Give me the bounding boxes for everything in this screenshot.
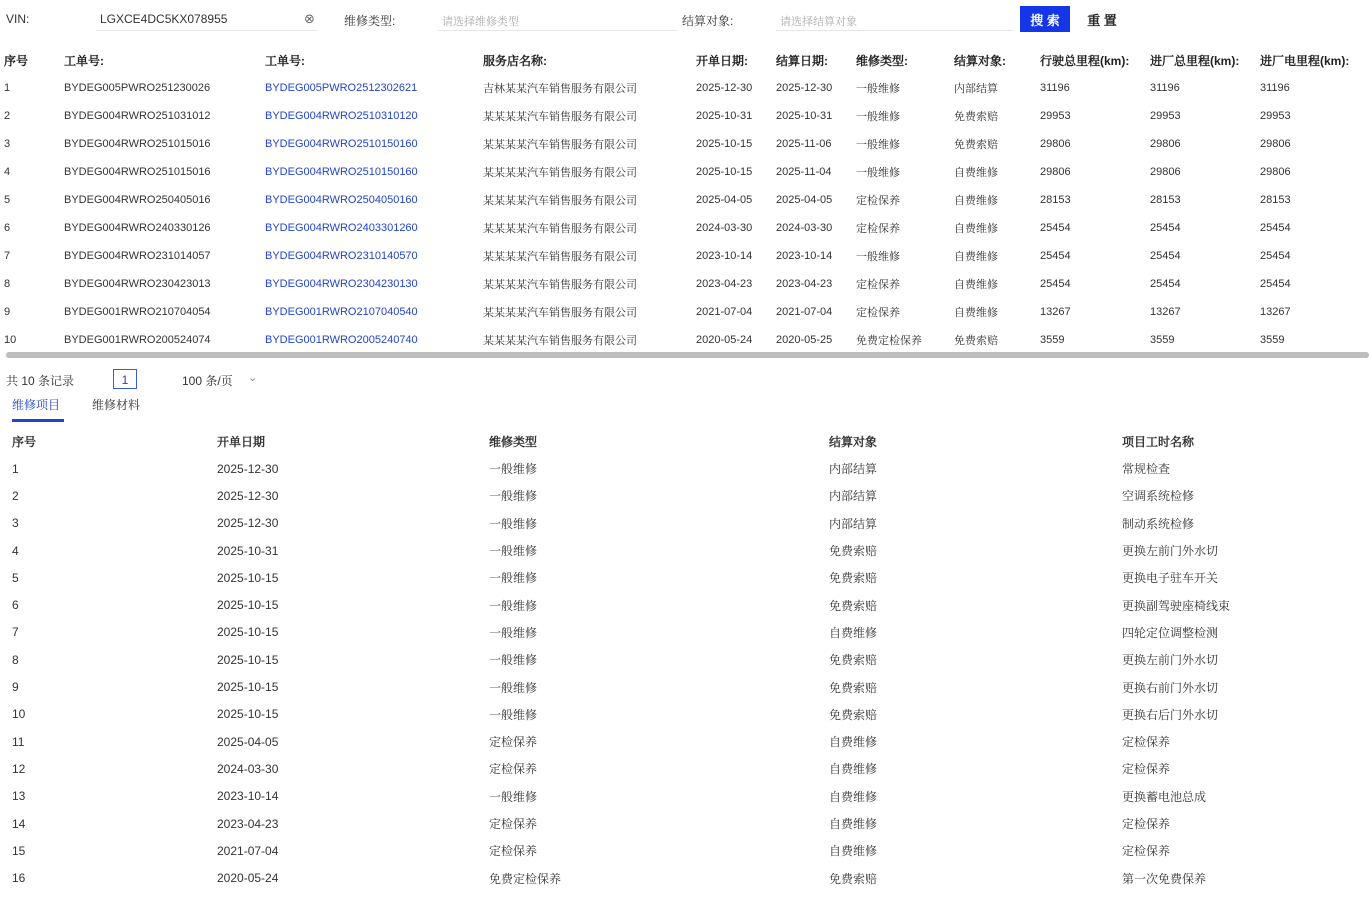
table-cell: BYDEG004RWRO240330126 bbox=[64, 222, 211, 234]
table-cell: 免费索赔 bbox=[829, 598, 878, 613]
table-cell: 6 bbox=[12, 598, 19, 613]
vin-input[interactable]: LGXCE4DC5KX078955 bbox=[100, 12, 228, 26]
table-cell: 更换电子驻车开关 bbox=[1122, 571, 1219, 586]
table-cell: 10 bbox=[4, 334, 17, 346]
table-cell: 25454 bbox=[1260, 222, 1291, 234]
table-cell: 一般维修 bbox=[489, 625, 538, 640]
table-cell: 2025-10-15 bbox=[217, 707, 279, 722]
table-cell: 常规检查 bbox=[1122, 462, 1171, 477]
table-cell: 10 bbox=[12, 707, 26, 722]
table-cell: 31196 bbox=[1260, 82, 1290, 94]
table-cell: 某某某某汽车销售服务有限公司 bbox=[483, 223, 637, 235]
main-header-7: 结算对象: bbox=[954, 53, 1006, 68]
table-cell: BYDEG001RWRO210704054 bbox=[64, 306, 211, 318]
table-cell: 2025-12-30 bbox=[217, 461, 279, 476]
table-cell: 某某某某汽车销售服务有限公司 bbox=[483, 111, 637, 123]
table-cell: 2025-10-15 bbox=[217, 652, 279, 667]
table-cell: 定检保养 bbox=[489, 817, 538, 831]
table-cell: 2025-11-06 bbox=[776, 138, 832, 150]
table-row[interactable] bbox=[12, 728, 1369, 755]
table-row[interactable] bbox=[12, 755, 1369, 782]
table-cell: 9 bbox=[12, 680, 19, 695]
horizontal-scrollbar[interactable] bbox=[6, 352, 1369, 358]
table-row[interactable] bbox=[4, 130, 1369, 158]
work-order-link[interactable]: BYDEG004RWRO2304230130 bbox=[265, 278, 418, 290]
table-row[interactable] bbox=[4, 242, 1369, 270]
table-cell: 2 bbox=[12, 488, 19, 503]
table-cell: 一般维修 bbox=[856, 251, 900, 263]
table-cell: BYDEG004RWRO230423013 bbox=[64, 278, 211, 290]
table-cell: 2020-05-24 bbox=[217, 871, 279, 886]
work-order-link[interactable]: BYDEG005PWRO2512302621 bbox=[265, 82, 418, 94]
table-cell: 免费索赔 bbox=[954, 111, 998, 123]
table-cell: 29806 bbox=[1040, 138, 1071, 150]
tab-repair-materials[interactable]: 维修材料 bbox=[92, 398, 141, 412]
table-cell: 29953 bbox=[1150, 110, 1181, 122]
table-cell: 2025-12-30 bbox=[217, 516, 279, 531]
table-cell: 8 bbox=[4, 278, 11, 290]
table-row[interactable] bbox=[4, 158, 1369, 186]
table-cell: 15 bbox=[12, 843, 26, 858]
table-cell: 免费索赔 bbox=[829, 707, 878, 722]
table-cell: 免费索赔 bbox=[829, 571, 878, 586]
table-cell: 定检保养 bbox=[1122, 844, 1171, 859]
table-cell: 内部结算 bbox=[829, 489, 878, 504]
table-cell: BYDEG004RWRO251031012 bbox=[64, 110, 211, 122]
work-order-link[interactable]: BYDEG004RWRO2403301260 bbox=[265, 222, 418, 234]
table-cell: 2025-10-31 bbox=[776, 110, 833, 122]
main-header-10: 进厂电里程(km): bbox=[1260, 53, 1350, 68]
table-cell: 2025-12-30 bbox=[696, 82, 753, 94]
table-cell: 2021-07-04 bbox=[696, 306, 753, 318]
table-cell: 2024-03-30 bbox=[696, 222, 753, 234]
table-row[interactable] bbox=[12, 510, 1369, 537]
table-cell: 11 bbox=[12, 734, 25, 749]
table-cell: 更换右后门外水切 bbox=[1122, 707, 1219, 722]
work-order-link[interactable]: BYDEG004RWRO2504050160 bbox=[265, 194, 418, 206]
table-cell: 内部结算 bbox=[829, 516, 878, 531]
table-cell: BYDEG005PWRO251230026 bbox=[64, 82, 211, 94]
table-cell: 14 bbox=[12, 816, 26, 831]
table-cell: 2023-10-14 bbox=[217, 789, 279, 804]
table-cell: 25454 bbox=[1260, 250, 1291, 262]
table-cell: 免费定检保养 bbox=[489, 871, 562, 886]
table-cell: 2025-10-15 bbox=[217, 680, 279, 695]
table-cell: 更换左前门外水切 bbox=[1122, 544, 1219, 559]
table-cell: 免费索赔 bbox=[829, 653, 878, 668]
table-cell: 一般维修 bbox=[856, 167, 900, 179]
repair-items-table bbox=[12, 428, 1369, 892]
chevron-down-icon[interactable]: ⌄ bbox=[248, 372, 258, 384]
table-cell: 一般维修 bbox=[489, 489, 538, 504]
table-row[interactable] bbox=[4, 270, 1369, 298]
table-cell: 5 bbox=[12, 570, 19, 585]
table-cell: BYDEG004RWRO251015016 bbox=[64, 166, 211, 178]
table-cell: 免费索赔 bbox=[829, 680, 878, 695]
table-cell: 2023-04-23 bbox=[776, 278, 833, 290]
table-cell: 自费维修 bbox=[954, 195, 998, 207]
table-cell: 7 bbox=[4, 250, 11, 262]
table-cell: 免费定检保养 bbox=[856, 335, 922, 347]
table-cell: 3 bbox=[4, 138, 11, 150]
main-header-6: 维修类型: bbox=[856, 53, 908, 68]
table-row[interactable] bbox=[12, 537, 1369, 564]
table-cell: 29806 bbox=[1150, 138, 1181, 150]
table-cell: 自费维修 bbox=[954, 251, 998, 263]
table-cell: 2025-10-15 bbox=[696, 138, 753, 150]
table-row[interactable] bbox=[4, 214, 1369, 242]
table-cell: 2025-04-05 bbox=[217, 734, 279, 749]
table-cell: 一般维修 bbox=[489, 462, 538, 477]
table-cell: 2020-05-25 bbox=[776, 334, 833, 346]
table-cell: 28153 bbox=[1260, 194, 1291, 206]
table-cell: 2025-12-30 bbox=[217, 488, 279, 503]
table-cell: 定检保养 bbox=[489, 762, 538, 777]
table-cell: 3559 bbox=[1040, 334, 1065, 346]
table-cell: 1 bbox=[12, 461, 19, 476]
work-order-link[interactable]: BYDEG004RWRO2510310120 bbox=[265, 110, 418, 122]
settlement-label: 结算对象: bbox=[682, 14, 734, 28]
table-cell: 2025-10-15 bbox=[696, 166, 753, 178]
table-cell: 2020-05-24 bbox=[696, 334, 753, 346]
table-cell: 内部结算 bbox=[829, 462, 878, 477]
work-order-table bbox=[4, 46, 1369, 354]
vin-label: VIN: bbox=[6, 12, 30, 26]
table-cell: 13267 bbox=[1150, 306, 1181, 318]
filter-bar bbox=[0, 0, 1369, 40]
table-cell: 自费维修 bbox=[954, 307, 998, 319]
table-cell: 一般维修 bbox=[489, 707, 538, 722]
table-cell: 一般维修 bbox=[489, 680, 538, 695]
table-cell: 16 bbox=[12, 871, 26, 886]
table-cell: 29806 bbox=[1260, 138, 1291, 150]
table-cell: 2025-04-05 bbox=[696, 194, 753, 206]
search-button[interactable]: 搜 索 bbox=[1020, 6, 1070, 32]
table-cell: 某某某某汽车销售服务有限公司 bbox=[483, 139, 637, 151]
detail-header-0: 序号 bbox=[12, 435, 37, 449]
table-cell: 吉林某某汽车销售服务有限公司 bbox=[483, 83, 637, 95]
main-header-1: 工单号: bbox=[64, 53, 104, 68]
table-row[interactable] bbox=[12, 864, 1369, 891]
table-cell: 制动系统检修 bbox=[1122, 516, 1195, 531]
table-cell: 定检保养 bbox=[489, 735, 538, 750]
table-cell: 13267 bbox=[1040, 306, 1071, 318]
main-header-4: 开单日期: bbox=[696, 53, 748, 68]
table-cell: 一般维修 bbox=[856, 111, 900, 123]
table-row[interactable] bbox=[12, 591, 1369, 618]
table-cell: 13 bbox=[12, 789, 26, 804]
table-cell: 第一次免费保养 bbox=[1122, 871, 1207, 886]
table-cell: 31196 bbox=[1150, 82, 1180, 94]
table-cell: 29806 bbox=[1040, 166, 1071, 178]
repair-items-table-header bbox=[12, 428, 1369, 455]
scrollbar-thumb[interactable] bbox=[6, 352, 1369, 358]
detail-header-3: 结算对象 bbox=[829, 435, 878, 449]
table-cell: 某某某某汽车销售服务有限公司 bbox=[483, 195, 637, 207]
repair-type-label: 维修类型: bbox=[344, 14, 396, 28]
work-order-link[interactable]: BYDEG004RWRO2510150160 bbox=[265, 166, 418, 178]
settlement-underline bbox=[776, 30, 1014, 31]
table-cell: 四轮定位调整检测 bbox=[1122, 625, 1219, 640]
table-cell: 更换右前门外水切 bbox=[1122, 680, 1219, 695]
table-cell: 自费维修 bbox=[829, 844, 878, 859]
table-cell: 2025-10-31 bbox=[217, 543, 279, 558]
table-cell: 一般维修 bbox=[489, 598, 538, 613]
table-row[interactable] bbox=[12, 701, 1369, 728]
detail-tabs bbox=[0, 394, 400, 424]
table-cell: 2025-10-15 bbox=[217, 598, 279, 613]
table-cell: 某某某某汽车销售服务有限公司 bbox=[483, 167, 637, 179]
main-header-3: 服务店名称: bbox=[483, 53, 547, 68]
table-cell: 4 bbox=[4, 166, 11, 178]
table-cell: 2021-07-04 bbox=[217, 843, 279, 858]
table-cell: 4 bbox=[12, 543, 19, 558]
table-row[interactable] bbox=[12, 673, 1369, 700]
table-cell: 29806 bbox=[1260, 166, 1291, 178]
table-cell: 2023-04-23 bbox=[696, 278, 753, 290]
table-cell: 自费维修 bbox=[829, 789, 878, 804]
table-cell: 空调系统检修 bbox=[1122, 489, 1195, 504]
repair-type-select[interactable]: 请选择维修类型 bbox=[442, 16, 519, 28]
table-row[interactable] bbox=[12, 482, 1369, 509]
table-cell: 2024-03-30 bbox=[217, 761, 279, 776]
table-cell: 12 bbox=[12, 761, 26, 776]
table-cell: 更换左前门外水切 bbox=[1122, 653, 1219, 668]
table-cell: 29953 bbox=[1040, 110, 1071, 122]
table-cell: 9 bbox=[4, 306, 11, 318]
table-cell: 3 bbox=[12, 516, 19, 531]
table-cell: 25454 bbox=[1150, 278, 1181, 290]
work-order-link[interactable]: BYDEG004RWRO2510150160 bbox=[265, 138, 418, 150]
table-cell: 定检保养 bbox=[1122, 762, 1171, 777]
table-cell: 25454 bbox=[1150, 222, 1181, 234]
table-cell: 一般维修 bbox=[489, 653, 538, 668]
table-cell: 自费维修 bbox=[954, 279, 998, 291]
table-cell: 自费维修 bbox=[954, 167, 998, 179]
main-header-9: 进厂总里程(km): bbox=[1150, 53, 1240, 68]
table-cell: 一般维修 bbox=[489, 789, 538, 804]
table-cell: 自费维修 bbox=[829, 817, 878, 831]
table-row[interactable] bbox=[4, 186, 1369, 214]
table-cell: 31196 bbox=[1040, 82, 1070, 94]
detail-header-2: 维修类型 bbox=[489, 435, 538, 449]
table-row[interactable] bbox=[4, 74, 1369, 102]
tab-repair-items[interactable]: 维修项目 bbox=[12, 398, 61, 412]
table-cell: 自费维修 bbox=[829, 735, 878, 750]
table-cell: 8 bbox=[12, 652, 19, 667]
table-cell: 28153 bbox=[1150, 194, 1181, 206]
settlement-select[interactable]: 请选择结算对象 bbox=[780, 16, 857, 28]
table-cell: 某某某某汽车销售服务有限公司 bbox=[483, 279, 637, 291]
pagination bbox=[0, 369, 600, 389]
table-cell: 定检保养 bbox=[1122, 735, 1171, 750]
table-cell: 2025-11-04 bbox=[776, 166, 832, 178]
table-cell: 1 bbox=[4, 82, 11, 94]
table-cell: 2021-07-04 bbox=[776, 306, 833, 318]
table-row[interactable] bbox=[12, 783, 1369, 810]
table-cell: 定检保养 bbox=[856, 223, 900, 235]
table-cell: 3559 bbox=[1150, 334, 1175, 346]
table-cell: 2025-04-05 bbox=[776, 194, 833, 206]
table-cell: 2023-10-14 bbox=[776, 250, 833, 262]
table-cell: 5 bbox=[4, 194, 11, 206]
table-cell: 25454 bbox=[1260, 278, 1291, 290]
table-cell: 2023-10-14 bbox=[696, 250, 753, 262]
table-cell: 25454 bbox=[1150, 250, 1181, 262]
work-order-link[interactable]: BYDEG004RWRO2310140570 bbox=[265, 250, 418, 262]
table-cell: 自费维修 bbox=[829, 625, 878, 640]
work-order-link[interactable]: BYDEG001RWRO2005240740 bbox=[265, 334, 418, 346]
vin-input-underline bbox=[96, 30, 318, 31]
table-row[interactable] bbox=[4, 102, 1369, 130]
table-cell: 定检保养 bbox=[856, 307, 900, 319]
table-cell: 25454 bbox=[1040, 278, 1071, 290]
table-cell: 一般维修 bbox=[489, 571, 538, 586]
table-cell: 内部结算 bbox=[954, 83, 998, 95]
table-cell: 定检保养 bbox=[489, 844, 538, 859]
table-cell: 29806 bbox=[1150, 166, 1181, 178]
work-order-table-header bbox=[4, 46, 1369, 74]
table-cell: 一般维修 bbox=[489, 544, 538, 559]
table-row[interactable] bbox=[12, 455, 1369, 482]
table-cell: 定检保养 bbox=[856, 279, 900, 291]
table-cell: 免费索赔 bbox=[829, 544, 878, 559]
table-cell: 25454 bbox=[1040, 250, 1071, 262]
table-cell: 某某某某汽车销售服务有限公司 bbox=[483, 335, 637, 347]
table-cell: 免费索赔 bbox=[829, 871, 878, 886]
main-header-2: 工单号: bbox=[265, 53, 305, 68]
table-cell: 2025-10-15 bbox=[217, 570, 279, 585]
table-cell: 更换蓄电池总成 bbox=[1122, 789, 1207, 804]
detail-header-4: 项目工时名称 bbox=[1122, 435, 1195, 449]
table-cell: 6 bbox=[4, 222, 11, 234]
table-cell: BYDEG004RWRO231014057 bbox=[64, 250, 211, 262]
table-row[interactable] bbox=[12, 619, 1369, 646]
page-number-button[interactable]: 1 bbox=[113, 369, 137, 389]
table-row[interactable] bbox=[4, 326, 1369, 354]
table-cell: 2025-10-31 bbox=[696, 110, 753, 122]
table-cell: 7 bbox=[12, 625, 19, 640]
clear-icon[interactable]: ⊗ bbox=[304, 11, 315, 26]
table-cell: 某某某某汽车销售服务有限公司 bbox=[483, 251, 637, 263]
table-cell: 2024-03-30 bbox=[776, 222, 833, 234]
table-cell: BYDEG004RWRO250405016 bbox=[64, 194, 211, 206]
table-cell: BYDEG004RWRO251015016 bbox=[64, 138, 211, 150]
main-header-5: 结算日期: bbox=[776, 53, 828, 68]
table-row[interactable] bbox=[12, 646, 1369, 673]
table-row[interactable] bbox=[12, 564, 1369, 591]
table-cell: 自费维修 bbox=[829, 762, 878, 777]
table-cell: 免费索赔 bbox=[954, 335, 998, 347]
active-tab-indicator bbox=[12, 419, 64, 422]
table-cell: 免费索赔 bbox=[954, 139, 998, 151]
table-cell: 一般维修 bbox=[856, 83, 900, 95]
repair-type-underline bbox=[438, 30, 678, 31]
table-cell: 定检保养 bbox=[1122, 817, 1171, 831]
table-cell: 3559 bbox=[1260, 334, 1285, 346]
table-cell: 某某某某汽车销售服务有限公司 bbox=[483, 307, 637, 319]
table-cell: 2025-10-15 bbox=[217, 625, 279, 640]
main-header-8: 行驶总里程(km): bbox=[1040, 53, 1130, 68]
table-row[interactable] bbox=[12, 837, 1369, 864]
main-header-0: 序号 bbox=[4, 53, 29, 68]
page-size-select[interactable]: 100 条/页 bbox=[182, 374, 233, 388]
table-cell: 定检保养 bbox=[856, 195, 900, 207]
table-cell: BYDEG001RWRO200524074 bbox=[64, 334, 211, 346]
table-cell: 25454 bbox=[1040, 222, 1071, 234]
table-cell: 一般维修 bbox=[856, 139, 900, 151]
table-cell: 自费维修 bbox=[954, 223, 998, 235]
table-cell: 一般维修 bbox=[489, 516, 538, 531]
table-cell: 更换副驾驶座椅线束 bbox=[1122, 598, 1231, 613]
table-cell: 13267 bbox=[1260, 306, 1291, 318]
detail-header-1: 开单日期 bbox=[217, 435, 266, 449]
work-order-link[interactable]: BYDEG001RWRO2107040540 bbox=[265, 306, 418, 318]
table-cell: 2023-04-23 bbox=[217, 816, 279, 831]
table-row[interactable] bbox=[4, 298, 1369, 326]
table-cell: 2 bbox=[4, 110, 11, 122]
table-cell: 28153 bbox=[1040, 194, 1071, 206]
total-count: 共 10 条记录 bbox=[6, 374, 75, 388]
table-cell: 2025-12-30 bbox=[776, 82, 833, 94]
reset-button[interactable]: 重 置 bbox=[1082, 6, 1122, 32]
table-cell: 29953 bbox=[1260, 110, 1291, 122]
table-row[interactable] bbox=[12, 810, 1369, 837]
